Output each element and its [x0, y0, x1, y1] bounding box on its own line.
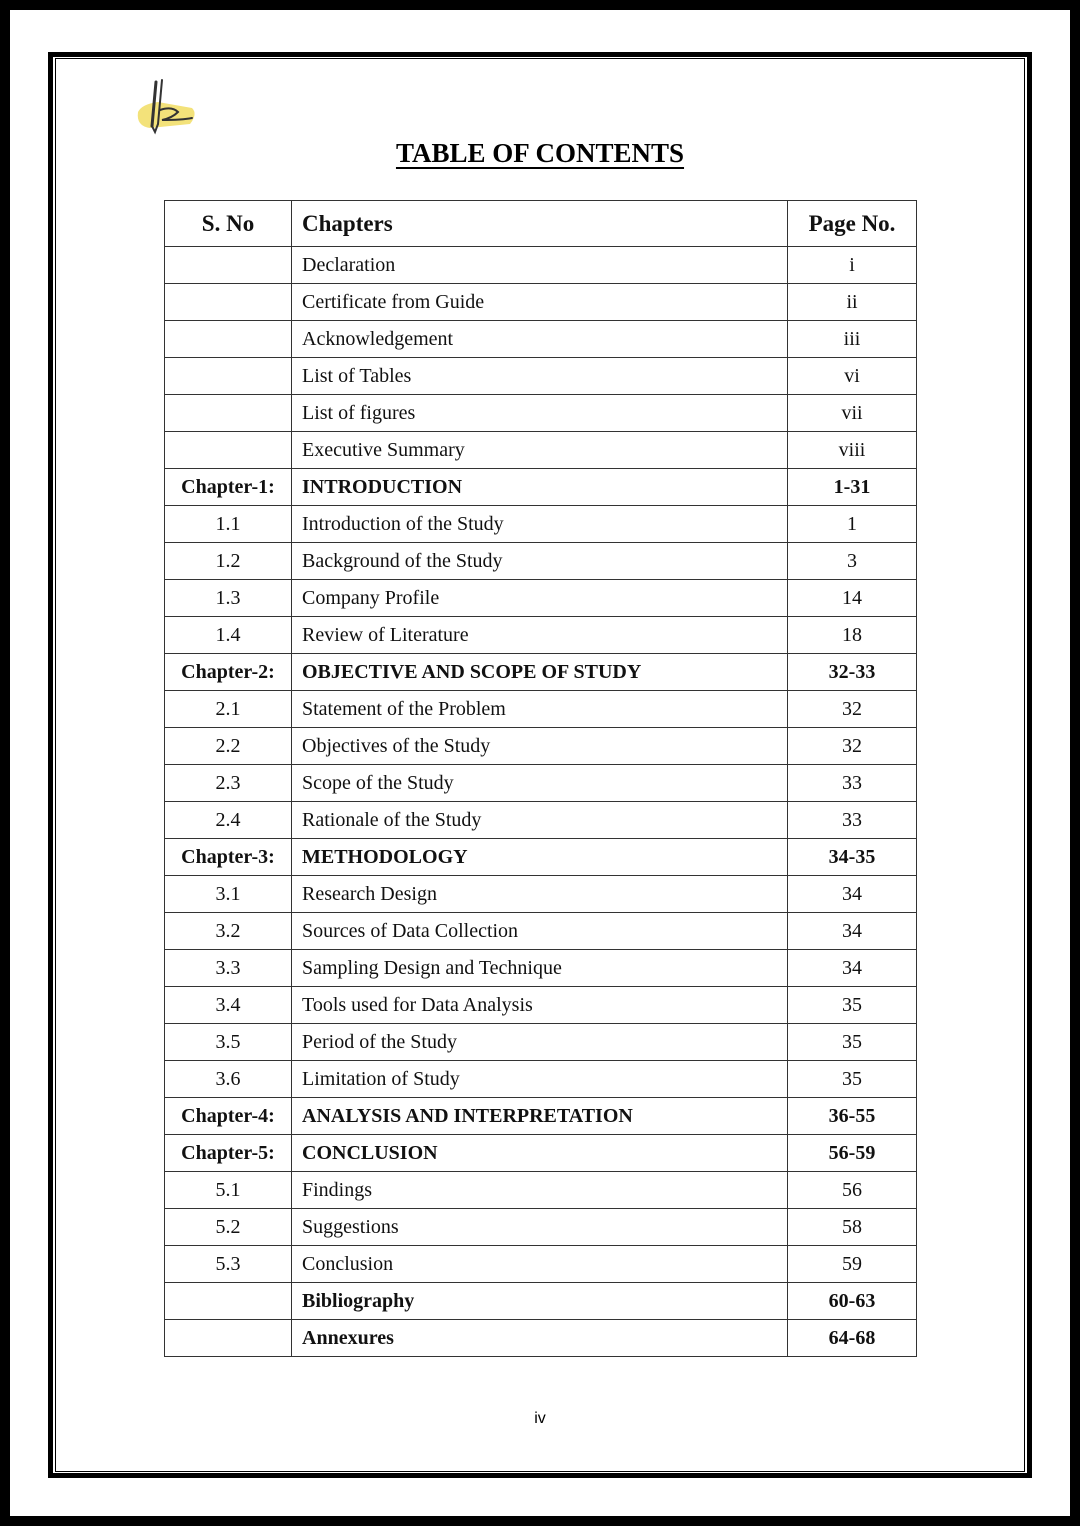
row-chapter: Limitation of Study — [292, 1061, 788, 1098]
table-row — [165, 950, 917, 987]
row-chapter: Research Design — [292, 876, 788, 913]
chapter-row — [165, 839, 917, 876]
row-chapter: Background of the Study — [292, 543, 788, 580]
row-chapter: Introduction of the Study — [292, 506, 788, 543]
table-row — [165, 913, 917, 950]
row-page: 60-63 — [788, 1283, 917, 1320]
chapter-row — [165, 469, 917, 506]
row-sno — [165, 321, 292, 358]
header-chapters: Chapters — [292, 201, 788, 247]
table-row — [165, 358, 917, 395]
pen-writing-icon — [132, 76, 202, 138]
row-page: 1 — [788, 506, 917, 543]
row-chapter: Scope of the Study — [292, 765, 788, 802]
row-page: 35 — [788, 987, 917, 1024]
table-row — [165, 1246, 917, 1283]
row-chapter: Bibliography — [292, 1283, 788, 1320]
row-sno: 5.1 — [165, 1172, 292, 1209]
table-row — [165, 728, 917, 765]
row-chapter: Company Profile — [292, 580, 788, 617]
row-page: 34 — [788, 950, 917, 987]
row-page: 32 — [788, 691, 917, 728]
row-sno — [165, 247, 292, 284]
chapter-row — [165, 1098, 917, 1135]
row-chapter: Conclusion — [292, 1246, 788, 1283]
row-sno: 3.6 — [165, 1061, 292, 1098]
contents-table — [164, 200, 917, 1357]
table-row — [165, 987, 917, 1024]
row-sno — [165, 358, 292, 395]
page-number: iv — [534, 1410, 546, 1427]
row-page: 14 — [788, 580, 917, 617]
row-sno: 3.1 — [165, 876, 292, 913]
row-chapter: OBJECTIVE AND SCOPE OF STUDY — [292, 654, 788, 691]
chapter-row — [165, 1135, 917, 1172]
row-chapter: ANALYSIS AND INTERPRETATION — [292, 1098, 788, 1135]
row-page: 32 — [788, 728, 917, 765]
row-chapter: METHODOLOGY — [292, 839, 788, 876]
row-sno: 2.1 — [165, 691, 292, 728]
row-chapter: Rationale of the Study — [292, 802, 788, 839]
row-sno — [165, 395, 292, 432]
row-sno: 1.1 — [165, 506, 292, 543]
row-page: vi — [788, 358, 917, 395]
row-page: i — [788, 247, 917, 284]
row-sno: 1.2 — [165, 543, 292, 580]
row-page: 3 — [788, 543, 917, 580]
row-chapter: Suggestions — [292, 1209, 788, 1246]
row-chapter: Acknowledgement — [292, 321, 788, 358]
table-row — [165, 284, 917, 321]
chapter-row — [165, 1283, 917, 1320]
row-sno: 2.2 — [165, 728, 292, 765]
row-chapter: Statement of the Problem — [292, 691, 788, 728]
row-sno: 3.5 — [165, 1024, 292, 1061]
table-row — [165, 1061, 917, 1098]
row-page: 59 — [788, 1246, 917, 1283]
row-sno: 3.2 — [165, 913, 292, 950]
row-page: 18 — [788, 617, 917, 654]
table-row — [165, 247, 917, 284]
row-page: 1-31 — [788, 469, 917, 506]
row-page: ii — [788, 284, 917, 321]
row-chapter: Findings — [292, 1172, 788, 1209]
chapter-row — [165, 1320, 917, 1357]
row-sno: 3.4 — [165, 987, 292, 1024]
row-chapter: Objectives of the Study — [292, 728, 788, 765]
row-page: 56 — [788, 1172, 917, 1209]
row-chapter: Tools used for Data Analysis — [292, 987, 788, 1024]
row-page: iii — [788, 321, 917, 358]
row-chapter: Certificate from Guide — [292, 284, 788, 321]
table-row — [165, 395, 917, 432]
row-chapter: Period of the Study — [292, 1024, 788, 1061]
row-page: 36-55 — [788, 1098, 917, 1135]
chapter-row — [165, 654, 917, 691]
row-chapter: Review of Literature — [292, 617, 788, 654]
table-row — [165, 1209, 917, 1246]
contents-body — [165, 247, 917, 1357]
row-page: 33 — [788, 802, 917, 839]
row-chapter: Executive Summary — [292, 432, 788, 469]
title-text: TABLE OF CONTENTS — [395, 138, 685, 168]
row-chapter: Sampling Design and Technique — [292, 950, 788, 987]
table-row — [165, 506, 917, 543]
row-chapter: Sources of Data Collection — [292, 913, 788, 950]
row-sno — [165, 284, 292, 321]
row-sno: 2.3 — [165, 765, 292, 802]
row-page: 58 — [788, 1209, 917, 1246]
row-sno: 1.4 — [165, 617, 292, 654]
row-page: 34 — [788, 876, 917, 913]
row-sno: Chapter-5: — [165, 1135, 292, 1172]
row-page: 56-59 — [788, 1135, 917, 1172]
row-page: 35 — [788, 1061, 917, 1098]
table-row — [165, 432, 917, 469]
row-page: 64-68 — [788, 1320, 917, 1357]
table-row — [165, 765, 917, 802]
table-row — [165, 691, 917, 728]
row-sno: 1.3 — [165, 580, 292, 617]
table-row — [165, 321, 917, 358]
table-row — [165, 617, 917, 654]
row-chapter: CONCLUSION — [292, 1135, 788, 1172]
row-page: vii — [788, 395, 917, 432]
row-page: 34 — [788, 913, 917, 950]
table-row — [165, 802, 917, 839]
row-page: 32-33 — [788, 654, 917, 691]
row-sno: 5.3 — [165, 1246, 292, 1283]
row-chapter: Declaration — [292, 247, 788, 284]
header-sno: S. No — [165, 201, 292, 247]
header-row — [165, 201, 917, 247]
table-row — [165, 1024, 917, 1061]
row-sno — [165, 432, 292, 469]
row-chapter: Annexures — [292, 1320, 788, 1357]
page-title — [0, 138, 1080, 169]
row-page: 35 — [788, 1024, 917, 1061]
table-row — [165, 543, 917, 580]
header-page: Page No. — [788, 201, 917, 247]
row-sno: Chapter-4: — [165, 1098, 292, 1135]
row-page: 33 — [788, 765, 917, 802]
row-sno: 2.4 — [165, 802, 292, 839]
table-row — [165, 876, 917, 913]
table-row — [165, 580, 917, 617]
row-sno: Chapter-2: — [165, 654, 292, 691]
row-page: 34-35 — [788, 839, 917, 876]
row-page: viii — [788, 432, 917, 469]
row-sno: 3.3 — [165, 950, 292, 987]
table-row — [165, 1172, 917, 1209]
row-sno — [165, 1320, 292, 1357]
row-chapter: List of Tables — [292, 358, 788, 395]
row-sno — [165, 1283, 292, 1320]
row-sno: Chapter-3: — [165, 839, 292, 876]
row-chapter: INTRODUCTION — [292, 469, 788, 506]
row-chapter: List of figures — [292, 395, 788, 432]
row-sno: 5.2 — [165, 1209, 292, 1246]
row-sno: Chapter-1: — [165, 469, 292, 506]
